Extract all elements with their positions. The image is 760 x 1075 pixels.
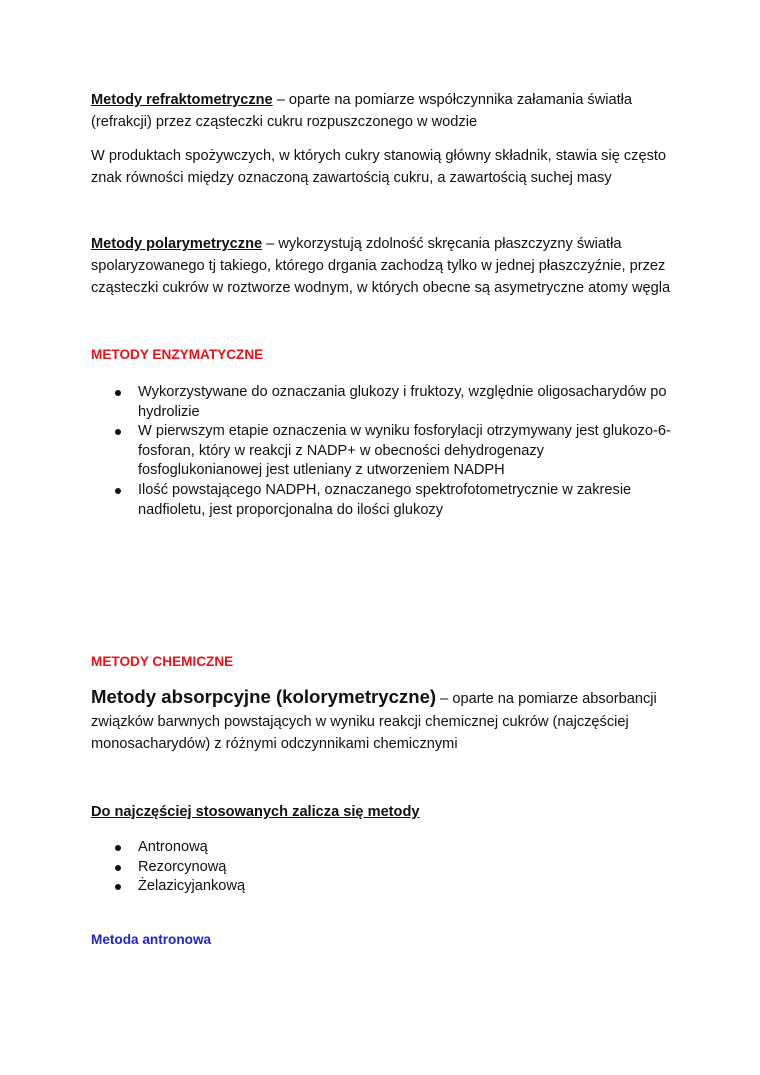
list-item-text: Żelazicyjankową xyxy=(138,878,246,895)
bullet-icon xyxy=(115,845,121,851)
absorpcyjne-definition: – oparte na pomiarze absorbancji związków barwnych powstających w wyniku reakcji chemicznej cukrów (najczęściej monosacharydów) z różnymi odczynnikami chemicznymi xyxy=(91,691,657,752)
chemical-methods-list xyxy=(91,838,671,897)
polarymetryczne-paragraph xyxy=(91,233,671,299)
list-item xyxy=(91,481,671,520)
list-item xyxy=(91,877,671,897)
polarymetryczne-definition: – wykorzystują zdolność skręcania płaszczyzny światła spolaryzowanego tj takiego, którego drgania zachodzą tylko w jednej płaszczyźnie, przez cząsteczki cukrów w roztworze wodnym, w których obecne są asymetryczne atomy węgla xyxy=(91,236,671,296)
list-item-text: Rezorcynową xyxy=(138,858,227,875)
bullet-icon xyxy=(115,488,121,494)
bullet-icon xyxy=(115,429,121,435)
bullet-icon xyxy=(115,865,121,871)
enzymatyczne-list xyxy=(91,383,671,520)
refraktometryczne-paragraph xyxy=(91,89,671,133)
antronowa-subheading: Metoda antronowa xyxy=(91,932,212,947)
absorpcyjne-term: Metody absorpcyjne (kolorymetryczne) xyxy=(91,686,437,707)
list-item-text: Antronową xyxy=(138,839,208,855)
list-item xyxy=(91,422,671,481)
methods-list-heading: Do najczęściej stosowanych zalicza się metody xyxy=(91,804,420,820)
list-item xyxy=(91,838,671,858)
polarymetryczne-term: Metody polarymetryczne xyxy=(91,236,263,252)
bullet-icon xyxy=(115,390,121,396)
enzymatyczne-heading: METODY ENZYMATYCZNE xyxy=(91,347,264,362)
list-item-text: Ilość powstającego NADPH, oznaczanego spektrofotometrycznie w zakresie nadfioletu, jest proporcjonalna do ilości glukozy xyxy=(138,481,632,518)
chemiczne-heading: METODY CHEMICZNE xyxy=(91,654,234,669)
list-item xyxy=(91,858,671,878)
refraktometryczne-term: Metody refraktometryczne xyxy=(91,92,273,108)
absorpcyjne-paragraph xyxy=(91,686,671,756)
list-item-text: Wykorzystywane do oznaczania glukozy i fruktozy, względnie oligosacharydów po hydrolizie xyxy=(138,384,667,420)
list-item xyxy=(91,383,671,422)
list-item-text: W pierwszym etapie oznaczenia w wyniku fosforylacji otrzymywany jest glukozo-6-fosforan, który w reakcji z NADP+ w obecności dehydrogenazy fosfoglukonianowej jest utleniany z utworzeniem NADPH xyxy=(138,423,671,479)
bullet-icon xyxy=(115,884,121,890)
refraktometryczne-definition: – oparte na pomiarze współczynnika załamania światła (refrakcji) przez cząsteczki cukru rozpuszczonego w wodzie xyxy=(91,92,633,130)
sugar-dry-mass-note: W produktach spożywczych, w których cukry stanowią główny składnik, stawia się często znak równości między oznaczoną zawartością cukru, a zawartością suchej masy xyxy=(91,148,667,186)
